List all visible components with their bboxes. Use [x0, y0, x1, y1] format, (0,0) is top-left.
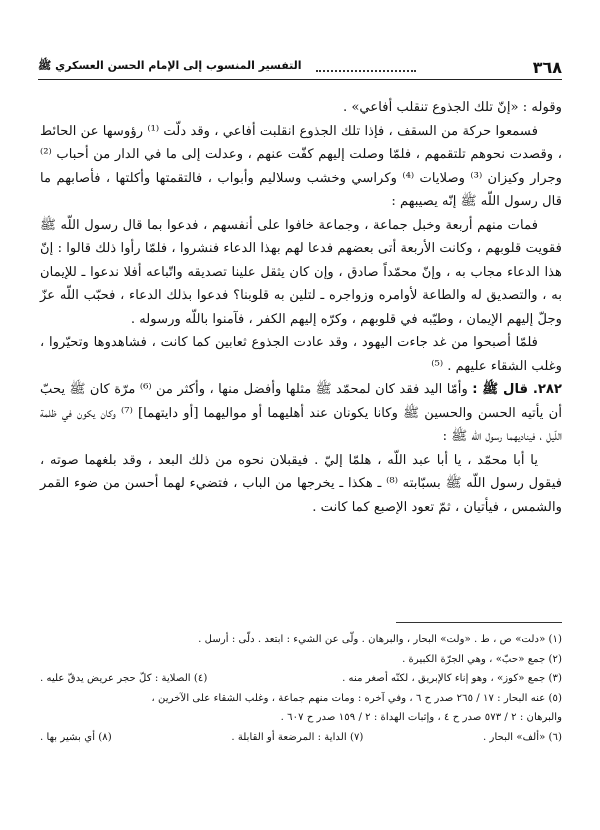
footnote-row — [40, 728, 562, 748]
hadith-number: ٢٨٢. قال ﷺ : — [472, 382, 562, 397]
main-text — [40, 96, 562, 519]
paragraph: فمات منهم أربعة وخبل جماعة ، وجماعة خافوا على أنفسهم ، فدعوا بما قال رسول اللّه ﷺ فقويت قلوبهم ، وكانت الأربعة أتى بعضهم فدعا لهم بهذا الدعاء فنشروا ، فلمّا رأوا ذلك قالوا : إنّ هذا الدعاء مجاب به ، وإنّ محمّداً صادق ، وإن كان يثقل علينا تصديقه واتّباعه أفلا ندعوا ـ للإيمان به ، والتصديق له والطاعة لأوامره وزواجره ـ لتلين به قلوبنا؟ فدعوا بذلك الدعاء ، فحبّب اللّه عزّ وجلّ إليهم الإيمان ، وطيّبه في قلوبهم ، وكرّه إليهم الكفر ، فآمنوا باللّه ورسوله . — [40, 217, 562, 327]
footnote: (٨) أي بشير بها . — [40, 731, 112, 743]
page-header — [38, 56, 562, 78]
footnote-continuation: والبرهان : ٢ / ٥٧٣ صدر ح ٤ ، وإثبات الهداة : ٢ / ١٥٩ صدر ح ٦٠٧ . — [280, 712, 562, 723]
footnote: (٤) الصلاية : كلّ حجر عريض يدقّ عليه . — [40, 673, 208, 684]
footnote-rule — [396, 622, 562, 623]
footnote: (٢) جمع «حبّ» ، وهي الجرّة الكبيرة . — [402, 653, 562, 665]
paragraph: يا أبا محمّد ، يا أبا عبد اللّه ، هلمّا إليّ . فيقبلان نحوه من ذلك البعد ، وقد بلغهما صوته ، فيقول رسول اللّه ﷺ بسبّابته ⁽⁸⁾ ـ هكذا ـ يخرجها من الباب ، فتضيء لهما أحسن من ضوء القمر والشمس ، فيأتيان ، ثمّ تعود الإصبع كما كانت . — [40, 452, 562, 515]
footnote: (٦) «ألف» البحار . — [483, 731, 562, 743]
running-title: التفسير المنسوب إلى الإمام الحسن العسكري ﷺ — [38, 59, 302, 72]
footnote: (١) «دلت» ص ، ط . «ولت» البحار ، والبرهان . ولّى عن الشيء : ابتعد . دلّى : أرسل . — [198, 634, 562, 645]
opening-line: وقوله : «إنّ تلك الجذوع تنقلب أفاعي» . — [342, 100, 562, 115]
footnote-row — [40, 669, 562, 689]
page-number: ٣٦٨ — [532, 57, 562, 77]
paragraph: فلمّا أصبحوا من غد جاءت اليهود ، وقد عادت الجذوع ثعابين كما كانت ، فشاهدوها وتحيّروا ، وغلب الشقاء عليهم . ⁽⁵⁾ — [40, 335, 562, 374]
footnote: (٣) جمع «كوز» ، وهو إناء كالإبريق ، لكنّه أصغر منه . — [342, 673, 562, 684]
numbered-paragraph — [40, 378, 562, 449]
paragraph-text: وأمّا اليد فقد كان لمحمّد ﷺ مثلها وأفضل منها ، وأكثر من ⁽⁶⁾ مرّة كان ﷺ يحبّ أن يأتيه الحسن والحسين ﷺ وكانا يكونان عند أهليهما أو مواليهما [أو دايتهما] ⁽⁷⁾ وكان يكون في ظلمة اللّيل ، فيناديهما رسول اللّه ﷺ : — [40, 382, 562, 444]
footnote: (٥) عنه البحار : ١٧ / ٢٦٥ صدر ح ٦ ، وفي آخره : ومات منهم جماعة ، وغلب الشقاء على الآخرين ، — [151, 692, 562, 704]
paragraph: فسمعوا حركة من السقف ، فإذا تلك الجذوع انقلبت أفاعي ، وقد دلّت ⁽¹⁾ رؤوسها عن الحائط ، وقصدت نحوهم تلتقمهم ، فلمّا وصلت إليهم كفّت عنهم ، وعدلت إلى ما في الدار من أحباب ⁽²⁾ وجرار وكيزان ⁽³⁾ وصلايات ⁽⁴⁾ وكراسي وخشب وسلاليم وأبواب ، فالتقمتها وأكلتها ، فأصابهم ما قال رسول اللّه ﷺ إنّه يصيبهم : — [40, 123, 562, 209]
footnotes — [40, 630, 562, 747]
header-ornament — [316, 62, 416, 72]
footnote: (٧) الداية : المرضعة أو القابلة . — [231, 731, 364, 743]
header-rule — [38, 79, 562, 80]
